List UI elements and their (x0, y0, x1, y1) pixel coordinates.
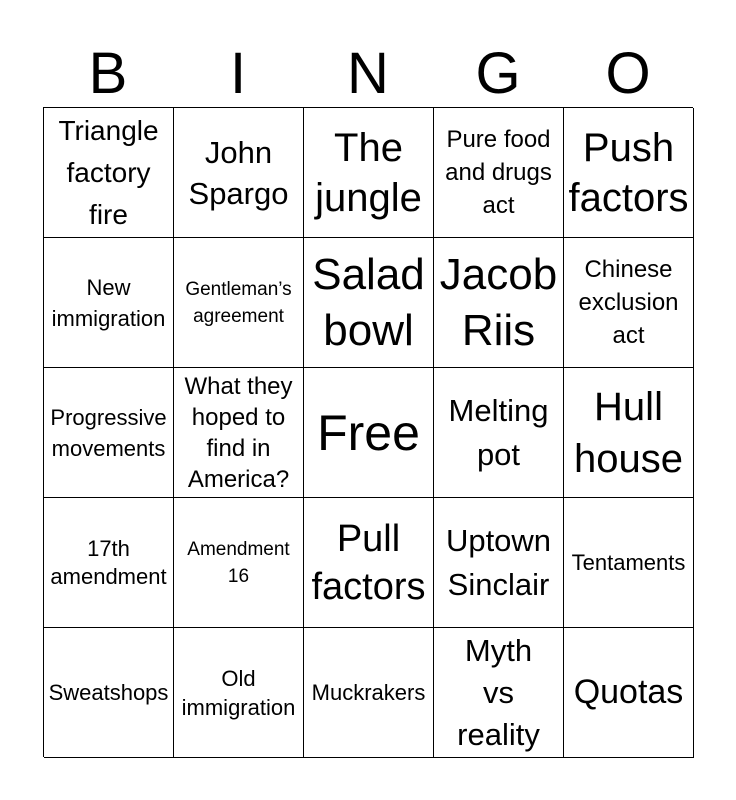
cell-text: Pull factors (311, 517, 426, 608)
header-letter-o: O (605, 41, 651, 106)
cell-text: Sweatshops (48, 680, 169, 705)
cell-text: Tentaments (571, 550, 686, 575)
cell-text: Chinese exclusion act (578, 256, 679, 349)
cell-text: Pure food and drugs act (445, 126, 552, 219)
cell-text: New immigration (51, 274, 166, 331)
bingo-cell[interactable] (434, 108, 564, 238)
cell-text: Amendment 16 (187, 538, 290, 587)
bingo-header (43, 40, 693, 108)
bingo-cell[interactable] (304, 238, 434, 368)
bingo-cell[interactable] (44, 108, 174, 238)
bingo-cell[interactable] (434, 498, 564, 628)
header-letter-i: I (229, 41, 247, 106)
cell-text: Triangle factory fire (58, 114, 159, 230)
bingo-cell[interactable] (174, 498, 304, 628)
bingo-cell[interactable] (564, 628, 694, 758)
bingo-grid (43, 107, 693, 757)
cell-text: Muckrakers (311, 680, 426, 705)
cell-text: Melting pot (448, 392, 549, 472)
bingo-cell[interactable] (44, 628, 174, 758)
cell-text: Uptown Sinclair (445, 522, 552, 602)
cell-text: Salad bowl (312, 249, 425, 355)
cell-text: Free (317, 404, 420, 461)
bingo-cell[interactable] (174, 368, 304, 498)
bingo-cell[interactable] (564, 498, 694, 628)
bingo-cell[interactable] (44, 368, 174, 498)
cell-text: The jungle (315, 125, 422, 220)
cell-text: What they hoped to find in America? (184, 372, 293, 493)
free-space[interactable] (304, 368, 434, 498)
bingo-cell[interactable] (434, 368, 564, 498)
cell-text: Gentleman’s agreement (185, 278, 292, 327)
bingo-cell[interactable] (304, 628, 434, 758)
cell-text: Push factors (568, 125, 689, 220)
cell-text: Progressive movements (50, 404, 167, 461)
bingo-cell[interactable] (304, 498, 434, 628)
bingo-cell[interactable] (564, 108, 694, 238)
cell-text: John Spargo (188, 134, 289, 211)
cell-text: 17th amendment (50, 535, 167, 589)
header-letter-n: N (347, 41, 389, 106)
cell-text: Hull house (574, 384, 683, 481)
bingo-cell[interactable] (44, 238, 174, 368)
bingo-cell[interactable] (44, 498, 174, 628)
header-letter-g: G (475, 41, 521, 106)
bingo-cell[interactable] (174, 628, 304, 758)
cell-text: Jacob Riis (439, 249, 558, 355)
bingo-cell[interactable] (434, 238, 564, 368)
bingo-cell[interactable] (304, 108, 434, 238)
bingo-cell[interactable] (174, 238, 304, 368)
header-letter-b: B (88, 41, 128, 106)
bingo-cell[interactable] (564, 238, 694, 368)
bingo-cell[interactable] (434, 628, 564, 758)
cell-text: Quotas (573, 673, 684, 711)
bingo-cell[interactable] (564, 368, 694, 498)
bingo-cell[interactable] (174, 108, 304, 238)
cell-text: Myth vs reality (457, 632, 540, 752)
cell-text: Old immigration (181, 665, 296, 720)
